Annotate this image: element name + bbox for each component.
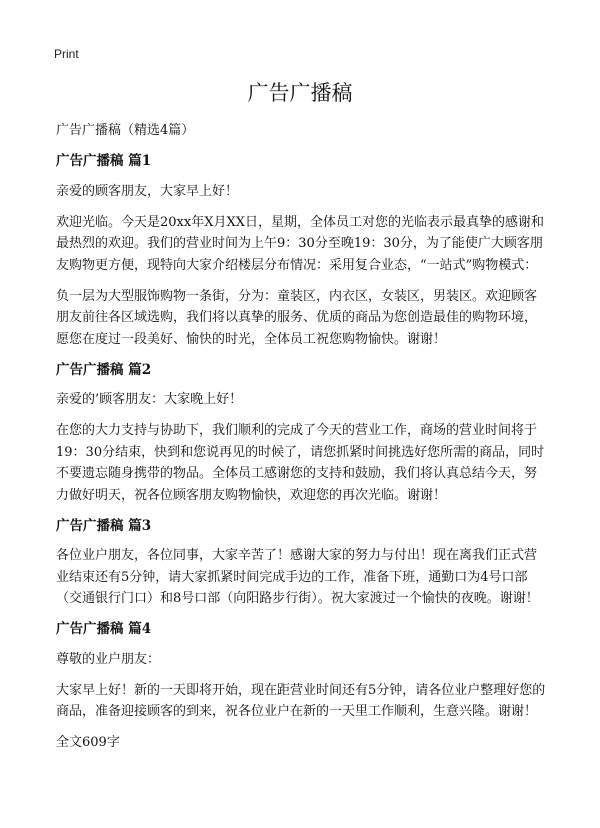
section-1-paragraph: 亲爱的顾客朋友，大家早上好！: [56, 183, 239, 199]
section-4-paragraph: 尊敬的业户朋友：: [56, 651, 161, 667]
document-body: [56, 120, 546, 763]
section-2-heading: 广告广播稿 篇2: [56, 361, 152, 378]
section-1-paragraph: 负一层为大型服饰购物一条街，分为：童装区，内衣区，女装区，男装区。欢迎顾客朋友前往各区域选购，我们将以真挚的服务、优质的商品为您创造最佳的购物环境，愿您在度过一段美好、愉快的时光，全体员工祝您购物愉快。谢谢！: [56, 288, 538, 347]
section-3-paragraph: 各位业户朋友，各位同事，大家辛苦了！感谢大家的努力与付出！现在离我们正式营业结束还有5分钟，请大家抓紧时间完成手边的工作，准备下班，通勤口为4号口部（交通银行门口）和8号口部（向阳路步行街）。祝大家渡过一个愉快的夜晚。谢谢！: [56, 548, 539, 606]
document-subtitle: 广告广播稿（精选4篇）: [56, 123, 195, 138]
section-2-paragraph: 亲爱的’顾客朋友：大家晚上好！: [56, 392, 243, 407]
print-link[interactable]: Print: [54, 47, 79, 61]
section-1-heading: 广告广播稿 篇1: [56, 153, 152, 169]
word-count: 全文609字: [56, 735, 120, 750]
page-title: 广告广播稿: [247, 81, 353, 105]
section-3-heading: 广告广播稿 篇3: [56, 517, 152, 534]
section-2-paragraph: 在您的大力支持与协助下，我们顺利的完成了今天的营业工作，商场的营业时间将于19：30分结束，快到和您说再见的时候了，请您抓紧时间挑选好您所需的商品，同时不要遗忘随身携带的物品。全体员工感谢您的支持和鼓励，我们将认真总结今天，努力做好明天，祝各位顾客朋友购物愉快，欢迎您的再次光临。谢谢！: [56, 423, 545, 503]
section-1-paragraph: 欢迎光临。今天是20xx年X月XX日，星期，全体员工对您的光临表示最真挚的感谢和最热烈的欢迎。我们的营业时间为上午9：30分至晚19：30分，为了能使广大顾客朋友购物更方便，现特向大家介绍楼层分布情况：采用复合业态，“一站式”购物模式：: [56, 214, 544, 273]
section-4-paragraph: 大家早上好！新的一天即将开始，现在距营业时间还有5分钟，请各位业户整理好您的商品，准备迎接顾客的到来，祝各位业户在新的一天里工作顺利，生意兴隆。谢谢！: [56, 682, 546, 719]
section-4-heading: 广告广播稿 篇4: [56, 621, 152, 637]
